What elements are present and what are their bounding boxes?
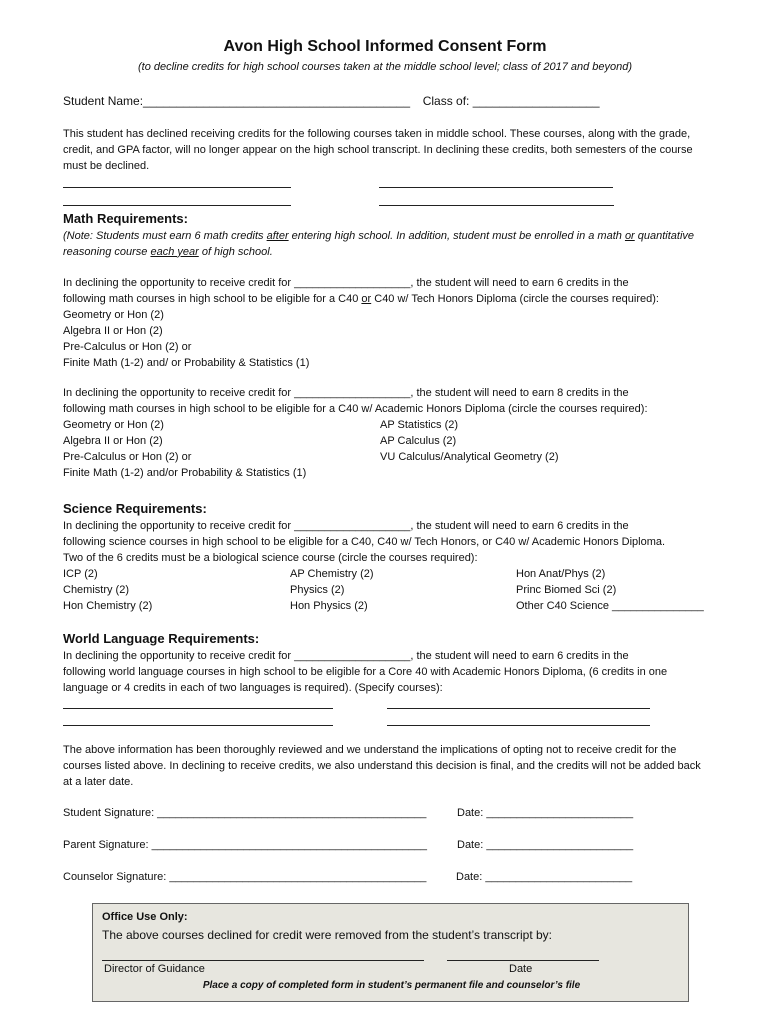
- office-date-label: Date: [509, 963, 533, 975]
- declined-course-line[interactable]: [379, 205, 614, 206]
- language-heading: World Language Requirements:: [63, 631, 260, 646]
- science-course-option[interactable]: Other C40 Science _______________: [516, 600, 704, 612]
- parent-date-field[interactable]: Date: ________________________: [457, 839, 634, 851]
- math-c40-line-2: following math courses in high school to be eligible for a C40 or C40 w/ Tech Honors Diploma (circle the courses required):: [63, 293, 659, 305]
- student-name-field[interactable]: Student Name:________________________________________: [63, 94, 410, 108]
- agreement-paragraph: The above information has been thoroughly reviewed and we understand the implications of opting not to receive credit for the courses listed above. In declining to receive credits, we also understand this decision is final, and the credits will not be added back at a later date.: [63, 744, 701, 788]
- math-course-option[interactable]: AP Calculus (2): [380, 435, 457, 447]
- intro-paragraph: This student has declined receiving credits for the following courses taken in middle school. These courses, along with the grade, credit, and GPA factor, will no longer appear on the high school transcript. In declining these credits, both semesters of the course must be declined.: [63, 128, 693, 172]
- math-ahd-line-1: In declining the opportunity to receive credit for ___________________, the student will need to earn 8 credits in the: [63, 387, 629, 399]
- form-title: Avon High School Informed Consent Form: [223, 38, 547, 55]
- science-course-option[interactable]: ICP (2): [63, 568, 98, 580]
- student-info-row: [63, 94, 600, 108]
- science-course-option[interactable]: Hon Chemistry (2): [63, 600, 153, 612]
- math-course-option[interactable]: Finite Math (1-2) and/or Probability & Statistics (1): [63, 467, 307, 479]
- counselor-date-field[interactable]: Date: ________________________: [456, 871, 633, 883]
- language-line-1: In declining the opportunity to receive credit for ___________________, the student will need to earn 6 credits in the: [63, 650, 629, 662]
- language-course-line[interactable]: [387, 708, 650, 709]
- math-course-option[interactable]: Geometry or Hon (2): [63, 309, 164, 321]
- science-course-option[interactable]: Hon Physics (2): [290, 600, 368, 612]
- class-of-field[interactable]: Class of: ___________________: [422, 94, 600, 108]
- declined-course-line[interactable]: [63, 205, 291, 206]
- office-file-note: Place a copy of completed form in student’s permanent file and counselor’s file: [202, 980, 581, 991]
- math-heading: Math Requirements:: [63, 211, 188, 226]
- science-course-option[interactable]: Physics (2): [290, 584, 345, 596]
- office-date-line[interactable]: [447, 960, 599, 961]
- form-subtitle: (to decline credits for high school courses taken at the middle school level; class of 2017 and beyond): [137, 61, 633, 73]
- director-signature-line[interactable]: [102, 960, 424, 961]
- math-ahd-line-2: following math courses in high school to be eligible for a C40 w/ Academic Honors Diploma (circle the courses required):: [63, 403, 648, 415]
- director-label: Director of Guidance: [104, 963, 205, 975]
- science-course-option[interactable]: AP Chemistry (2): [290, 568, 374, 580]
- math-note: (Note: Students must earn 6 math credits after entering high school. In addition, student must be enrolled in a math or quantitative reasoning course each year of high school.: [63, 230, 695, 258]
- counselor-signature-field[interactable]: Counselor Signature: __________________________________________: [63, 871, 427, 883]
- declined-course-line[interactable]: [379, 187, 613, 188]
- office-use-title: Office Use Only:: [102, 911, 188, 923]
- science-line-2: following science courses in high school to be eligible for a C40, C40 w/ Tech Honors, or C40 w/ Academic Honors Diploma.: [63, 536, 666, 548]
- student-signature-field[interactable]: Student Signature: ____________________________________________: [63, 807, 427, 819]
- language-course-line[interactable]: [63, 725, 333, 726]
- language-line-3: language or 4 credits in each of two languages is required). (Specify courses):: [63, 682, 443, 694]
- math-course-option[interactable]: Pre-Calculus or Hon (2) or: [63, 451, 192, 463]
- science-course-option[interactable]: Princ Biomed Sci (2): [516, 584, 617, 596]
- math-course-option[interactable]: VU Calculus/Analytical Geometry (2): [380, 451, 559, 463]
- office-use-statement: The above courses declined for credit were removed from the student’s transcript by:: [102, 928, 552, 942]
- math-course-option[interactable]: AP Statistics (2): [380, 419, 459, 431]
- science-line-1: In declining the opportunity to receive credit for ___________________, the student will need to earn 6 credits in the: [63, 520, 629, 532]
- math-course-option[interactable]: Algebra II or Hon (2): [63, 325, 163, 337]
- language-course-line[interactable]: [387, 725, 650, 726]
- math-course-option[interactable]: Finite Math (1-2) and/ or Probability & Statistics (1): [63, 357, 310, 369]
- parent-signature-field[interactable]: Parent Signature: _____________________________________________: [63, 839, 427, 851]
- math-c40-line-1: In declining the opportunity to receive credit for ___________________, the student will need to earn 6 credits in the: [63, 277, 629, 289]
- language-course-line[interactable]: [63, 708, 333, 709]
- science-course-option[interactable]: Hon Anat/Phys (2): [516, 568, 606, 580]
- student-date-field[interactable]: Date: ________________________: [457, 807, 634, 819]
- science-line-3: Two of the 6 credits must be a biological science course (circle the courses required):: [63, 552, 478, 564]
- math-course-option[interactable]: Geometry or Hon (2): [63, 419, 164, 431]
- language-line-2: following world language courses in high school to be eligible for a Core 40 with Academic Honors Diploma, (6 credits in one: [63, 666, 668, 678]
- science-heading: Science Requirements:: [63, 501, 207, 516]
- office-use-box: [92, 903, 689, 1002]
- science-course-option[interactable]: Chemistry (2): [63, 584, 130, 596]
- math-course-option[interactable]: Algebra II or Hon (2): [63, 435, 163, 447]
- math-course-option[interactable]: Pre-Calculus or Hon (2) or: [63, 341, 192, 353]
- declined-course-line[interactable]: [63, 187, 291, 188]
